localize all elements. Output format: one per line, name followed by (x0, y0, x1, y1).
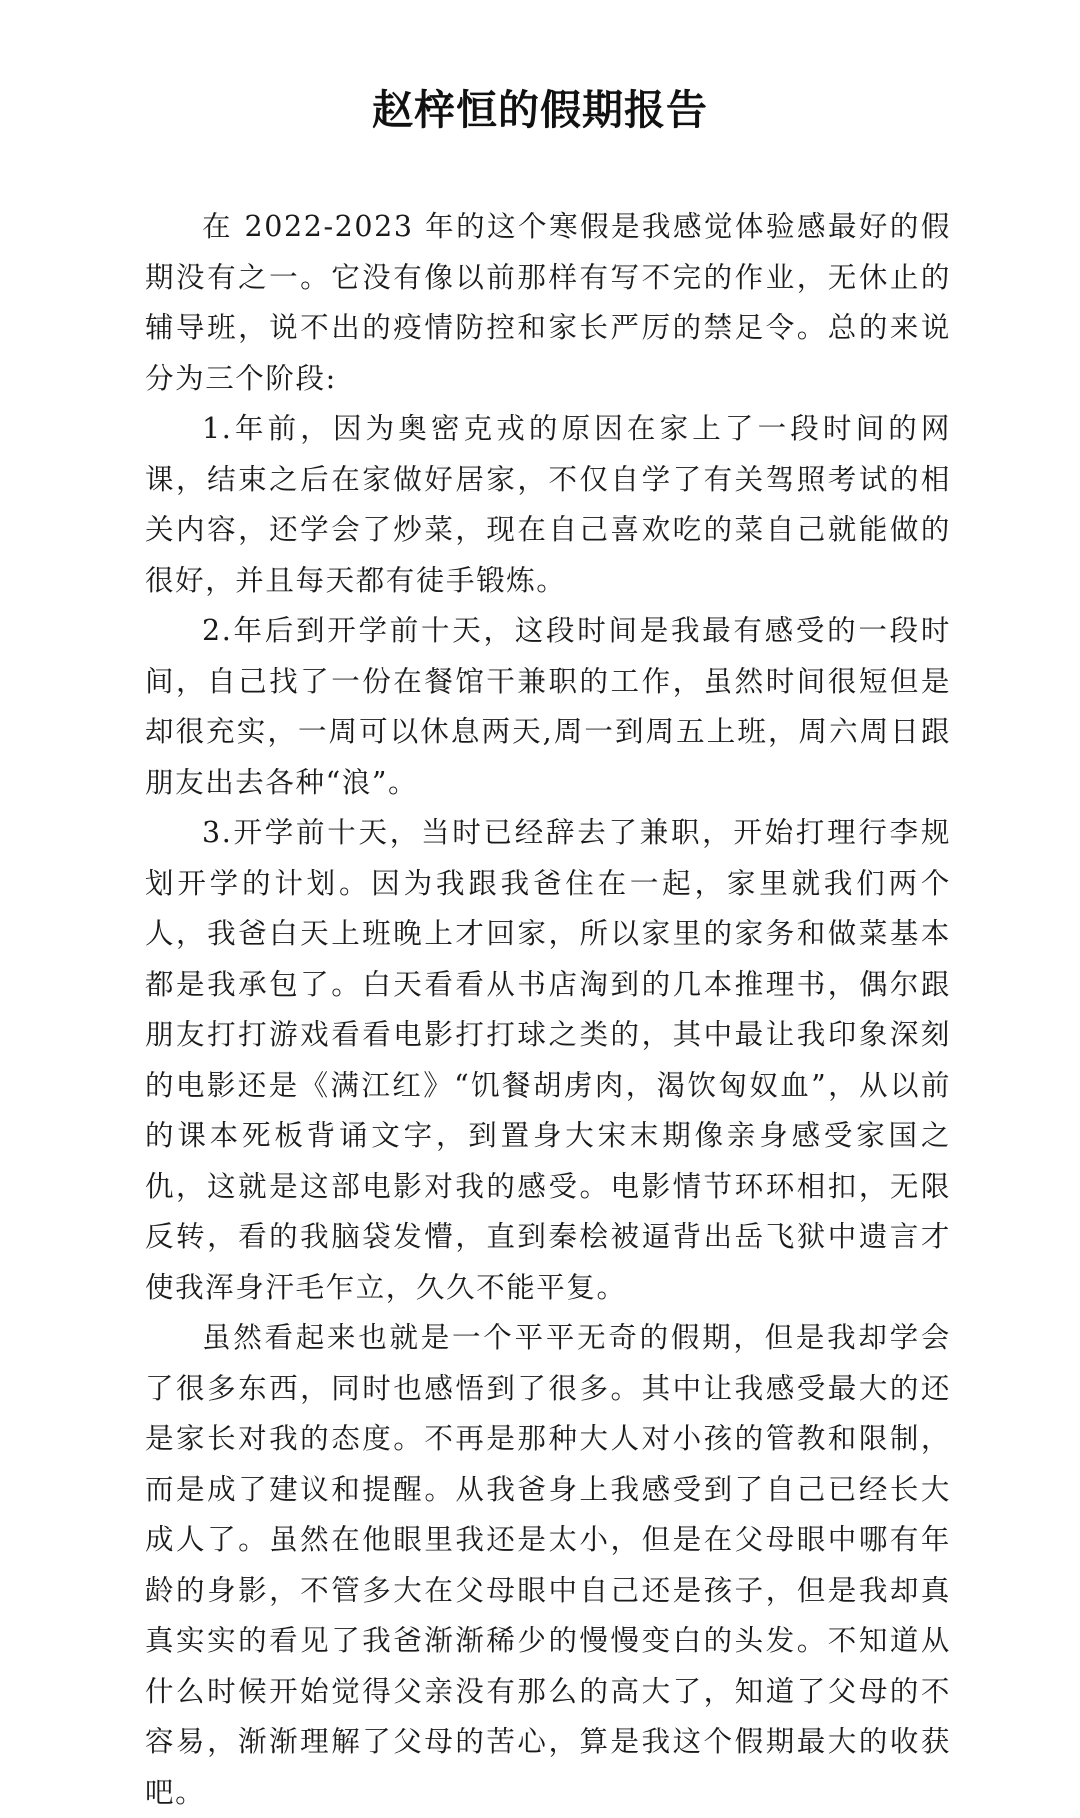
paragraph-stage-1: 1.年前，因为奥密克戎的原因在家上了一段时间的网课，结束之后在家做好居家，不仅自学了有关驾照考试的相关内容，还学会了炒菜，现在自己喜欢吃的菜自己就能做的很好，并且每天都有徒手锻炼。 (145, 412, 951, 597)
paragraph-intro: 在 2022-2023 年的这个寒假是我感觉体验感最好的假期没有之一。它没有像以前那样有写不完的作业，无休止的辅导班，说不出的疫情防控和家长严厉的禁足令。总的来说分为三个阶段: (145, 210, 951, 395)
report-body (145, 202, 951, 1818)
page-title: 赵梓恒的假期报告 (372, 86, 708, 134)
paragraph-conclusion: 虽然看起来也就是一个平平无奇的假期，但是我却学会了很多东西，同时也感悟到了很多。其中让我感受最大的还是家长对我的态度。不再是那种大人对小孩的管教和限制，而是成了建议和提醒。从我爸身上我感受到了自己已经长大成人了。虽然在他眼里我还是太小，但是在父母眼中哪有年龄的身影，不管多大在父母眼中自己还是孩子，但是我却真真实实的看见了我爸渐渐稀少的慢慢变白的头发。不知道从什么时候开始觉得父亲没有那么的高大了，知道了父母的不容易，渐渐理解了父母的苦心，算是我这个假期最大的收获吧。 (145, 1321, 951, 1809)
paragraph-stage-2: 2.年后到开学前十天，这段时间是我最有感受的一段时间，自己找了一份在餐馆干兼职的工作，虽然时间很短但是却很充实，一周可以休息两天,周一到周五上班，周六周日跟朋友出去各种“浪”。 (145, 614, 951, 799)
paragraph-stage-3: 3.开学前十天，当时已经辞去了兼职，开始打理行李规划开学的计划。因为我跟我爸住在一起，家里就我们两个人，我爸白天上班晚上才回家，所以家里的家务和做菜基本都是我承包了。白天看看从书店淘到的几本推理书，偶尔跟朋友打打游戏看看电影打打球之类的，其中最让我印象深刻的电影还是《满江红》“饥餐胡虏肉，渴饮匈奴血”，从以前的课本死板背诵文字，到置身大宋末期像亲身感受家国之仇，这就是这部电影对我的感受。电影情节环环相扣，无限反转，看的我脑袋发懵，直到秦桧被逼背出岳飞狱中遗言才使我浑身汗毛乍立，久久不能平复。 (145, 816, 951, 1304)
